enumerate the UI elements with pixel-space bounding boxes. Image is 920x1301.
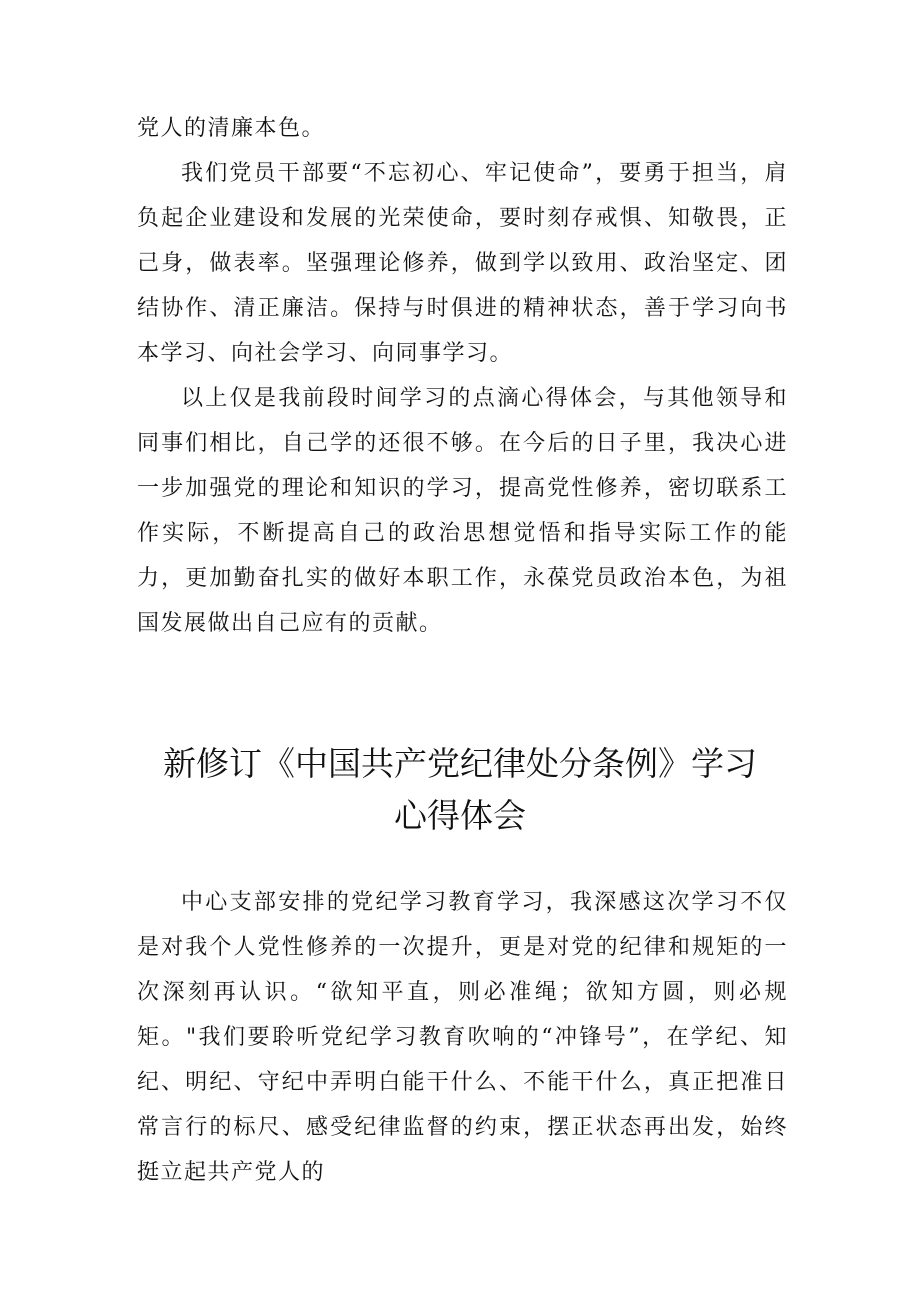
paragraph-party-mission: 我们党员干部要“不忘初心、牢记使命”，要勇于担当，肩负起企业建设和发展的光荣使命，要时刻存戒惧、知敬畏，正己身，做表率。坚强理论修养，做到学以致用、政治坚定、团结协作、清正廉洁。保持与时俱进的精神状态，善于学习向书本学习、向社会学习、向同事学习。	[137, 161, 788, 366]
paragraph-continuation: 党人的清廉本色。	[137, 116, 326, 141]
body-section-1	[137, 106, 788, 646]
body-section-2	[137, 880, 788, 1195]
paragraph-study-intro: 中心支部安排的党纪学习教育学习，我深感这次学习不仅是对我个人党性修养的一次提升，更是对党的纪律和规矩的一次深刻再认识。“欲知平直，则必准绳；欲知方圆，则必规矩。"我们要聆听党纪学习教育吹响的“冲锋号”，在学纪、知纪、明纪、守纪中弄明白能干什么、不能干什么，真正把准日常言行的标尺、感受纪律监督的约束，摆正状态再出发，始终挺立起共产党人的	[137, 890, 788, 1185]
paragraph-summary: 以上仅是我前段时间学习的点滴心得体会，与其他领导和同事们相比，自己学的还很不够。在今后的日子里，我决心进一步加强党的理论和知识的学习，提高党性修养，密切联系工作实际，不断提高自己的政治思想觉悟和指导实际工作的能力，更加勤奋扎实的做好本职工作，永葆党员政治本色，为祖国发展做出自己应有的贡献。	[137, 386, 788, 636]
section-title-line-1: 新修订《中国共产党纪律处分条例》学习	[163, 744, 757, 783]
section-title	[100, 738, 820, 842]
section-title-line-2: 心得体会	[394, 796, 526, 835]
